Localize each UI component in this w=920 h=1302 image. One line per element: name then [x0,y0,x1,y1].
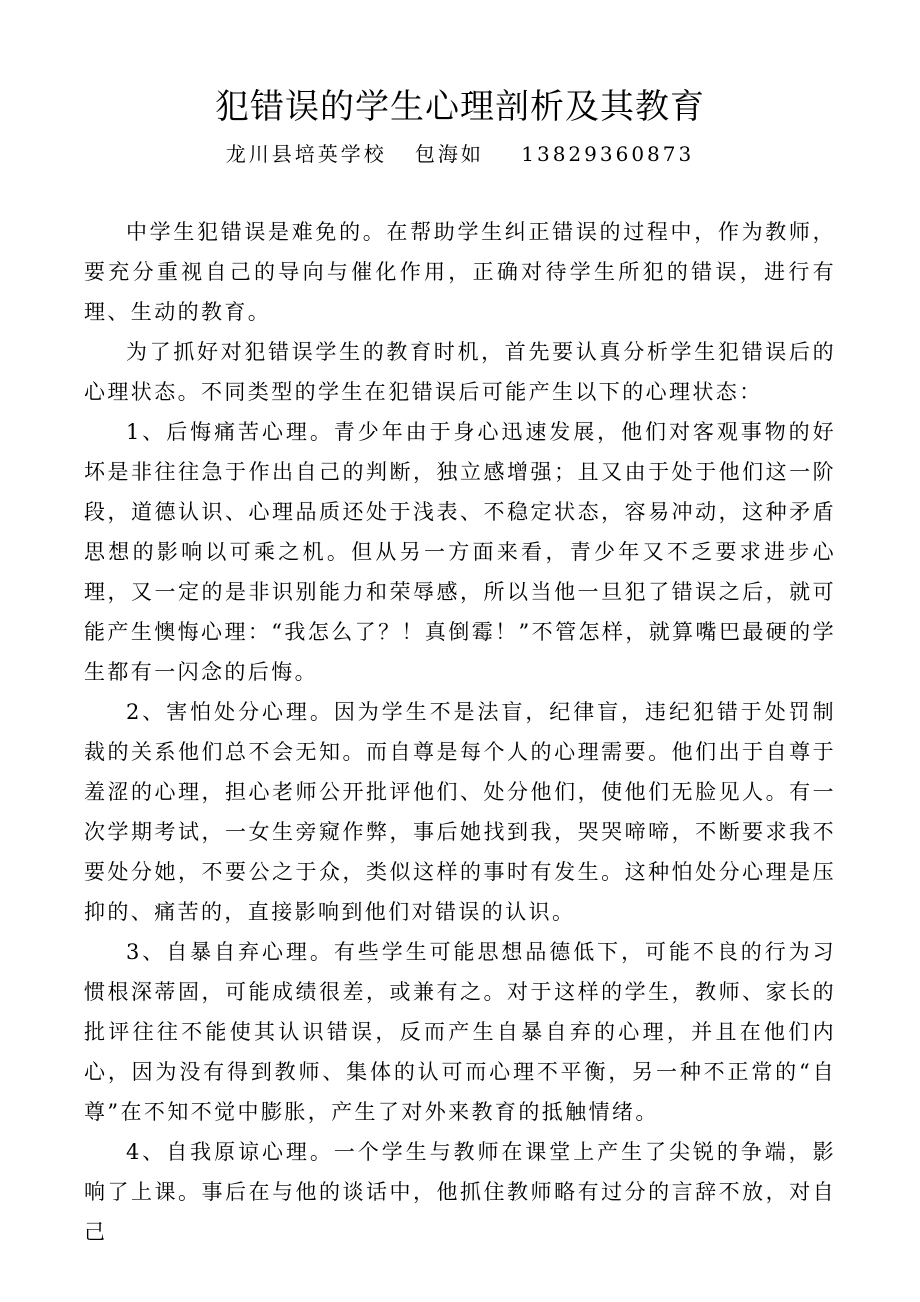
paragraph-regret: 1、后悔痛苦心理。青少年由于身心迅速发展，他们对客观事物的好坏是非往往急于作出自己的判断，独立感增强；且又由于处于他们这一阶段，道德认识、心理品质还处于浅表、不稳定状态，容易冲动，这种矛盾思想的影响以可乘之机。但从另一方面来看，青少年又不乏要求进步心理，又一定的是非识别能力和荣辱感，所以当他一旦犯了错误之后，就可能产生懊悔心理：“我怎么了？！真倒霉！”不管怎样，就算嘴巴最硬的学生都有一闪念的后悔。 [84,420,836,684]
document-body [84,212,836,1252]
paragraph-overview: 为了抓好对犯错误学生的教育时机，首先要认真分析学生犯错误后的心理状态。不同类型的学生在犯错误后可能产生以下的心理状态： [84,340,836,404]
paragraph-self-forgive: 4、自我原谅心理。一个学生与教师在课堂上产生了尖锐的争端，影响了上课。事后在与他的谈话中，他抓住教师略有过分的言辞不放，对自己 [84,1140,836,1244]
paragraph-intro: 中学生犯错误是难免的。在帮助学生纠正错误的过程中，作为教师，要充分重视自己的导向与催化作用，正确对待学生所犯的错误，进行有理、生动的教育。 [84,220,836,324]
author-byline: 龙川县培英学校 包海如 13829360873 [225,142,695,166]
document-title: 犯错误的学生心理剖析及其教育 [215,87,705,127]
paragraph-self-abandon: 3、自暴自弃心理。有些学生可能思想品德低下，可能不良的行为习惯根深蒂固，可能成绩很差，或兼有之。对于这样的学生，教师、家长的批评往往不能使其认识错误，反而产生自暴自弃的心理，并且在他们内心，因为没有得到教师、集体的认可而心理不平衡，另一种不正常的“自尊”在不知不觉中膨胀，产生了对外来教育的抵触情绪。 [84,940,836,1124]
paragraph-fear: 2、害怕处分心理。因为学生不是法盲，纪律盲，违纪犯错于处罚制裁的关系他们总不会无知。而自尊是每个人的心理需要。他们出于自尊于羞涩的心理，担心老师公开批评他们、处分他们，使他们无脸见人。有一次学期考试，一女生旁窥作弊，事后她找到我，哭哭啼啼，不断要求我不要处分她，不要公之于众，类似这样的事时有发生。这种怕处分心理是压抑的、痛苦的，直接影响到他们对错误的认识。 [84,700,836,924]
